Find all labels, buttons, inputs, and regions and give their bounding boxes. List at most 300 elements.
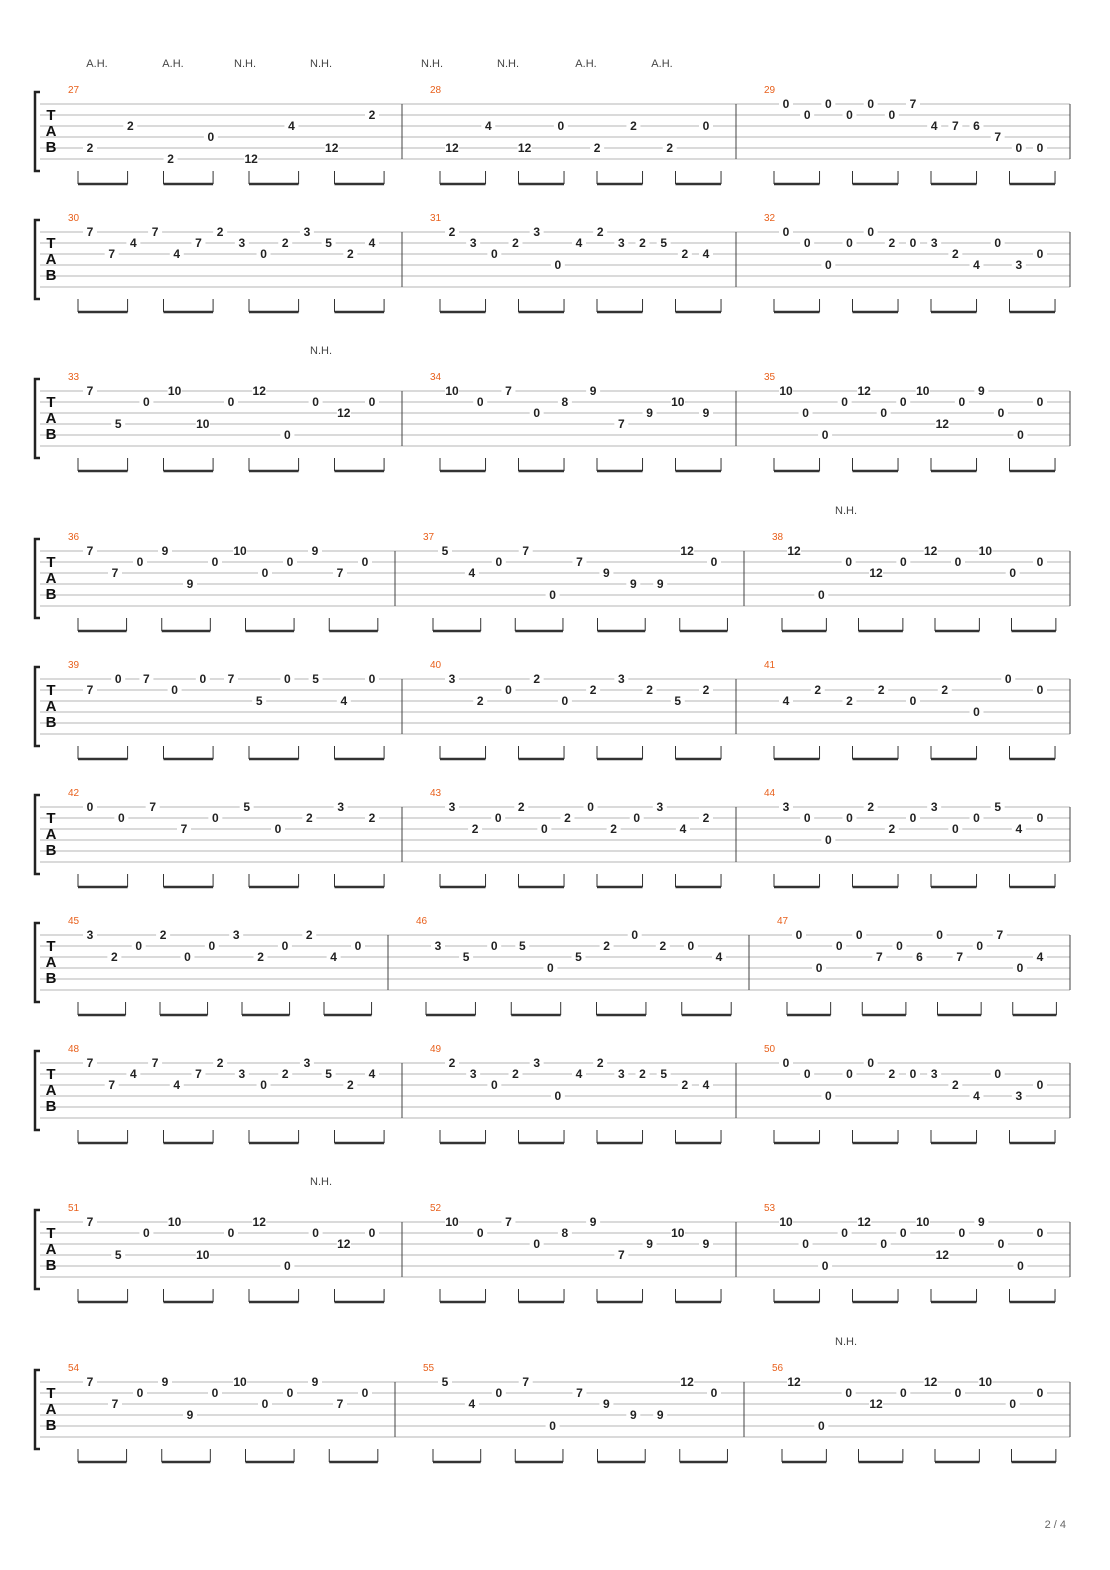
fret-number: 0 xyxy=(143,395,150,409)
tab-clef-letter: B xyxy=(45,1098,57,1115)
fret-number: 3 xyxy=(930,1067,938,1081)
measure-number: 30 xyxy=(68,213,80,224)
fret-number: 2 xyxy=(659,939,667,953)
fret-number: 12 xyxy=(923,1375,938,1389)
system-bracket xyxy=(35,539,40,618)
fret-number: 0 xyxy=(554,258,562,272)
fret-number: 0 xyxy=(880,406,888,420)
fret-number: 7 xyxy=(111,566,119,580)
fret-number: 9 xyxy=(629,1408,637,1422)
measure xyxy=(430,372,721,471)
fret-number: 7 xyxy=(149,800,157,814)
fret-number: 0 xyxy=(281,939,289,953)
fret-number: 0 xyxy=(1036,811,1044,825)
fret-number: 0 xyxy=(633,811,641,825)
fret-number: 9 xyxy=(161,544,169,558)
tab-system xyxy=(35,345,1070,471)
measure xyxy=(68,85,384,184)
measure xyxy=(68,213,384,312)
fret-number: 4 xyxy=(173,247,181,261)
fret-number: 7 xyxy=(956,950,964,964)
fret-number: 2 xyxy=(111,950,118,964)
fret-number: 0 xyxy=(824,258,832,272)
fret-number: 3 xyxy=(238,236,246,250)
fret-number: 4 xyxy=(973,1089,980,1103)
fret-number: 4 xyxy=(715,950,723,964)
fret-number: 2 xyxy=(603,939,610,953)
fret-number: 7 xyxy=(505,1215,512,1229)
fret-number: 12 xyxy=(445,141,459,155)
fret-number: 0 xyxy=(354,939,362,953)
measure-number: 56 xyxy=(772,1363,784,1374)
fret-number: 2 xyxy=(877,683,885,697)
fret-number: 10 xyxy=(916,1215,930,1229)
measure-number: 35 xyxy=(764,372,776,383)
fret-number: 5 xyxy=(114,1248,122,1262)
fret-number: 12 xyxy=(244,152,258,166)
fret-number: 2 xyxy=(814,683,822,697)
fret-number: 7 xyxy=(617,417,625,431)
fret-number: 3 xyxy=(617,672,625,686)
tab-clef-letter: B xyxy=(45,842,57,859)
fret-number: 0 xyxy=(821,428,829,442)
fret-number: 2 xyxy=(888,236,896,250)
measure-number: 45 xyxy=(68,916,80,927)
fret-number: 2 xyxy=(281,1067,289,1081)
measure-number: 37 xyxy=(423,532,435,543)
measure-number: 31 xyxy=(430,213,442,224)
fret-number: 0 xyxy=(227,1226,235,1240)
measure-number: 32 xyxy=(764,213,776,224)
fret-number: 5 xyxy=(441,544,449,558)
tab-clef-letter: T xyxy=(46,107,56,124)
fret-number: 0 xyxy=(368,672,376,686)
harmonic-marking: N.H. xyxy=(310,345,332,357)
fret-number: 7 xyxy=(180,822,188,836)
fret-number: 0 xyxy=(909,694,917,708)
fret-number: 0 xyxy=(631,928,639,942)
fret-number: 0 xyxy=(211,555,219,569)
fret-number: 0 xyxy=(710,555,718,569)
harmonic-marking: N.H. xyxy=(234,58,256,70)
fret-number: 7 xyxy=(522,544,530,558)
page-number: 2 / 4 xyxy=(1044,1519,1066,1531)
fret-number: 0 xyxy=(1009,1397,1017,1411)
fret-number: 0 xyxy=(815,961,823,975)
fret-number: 0 xyxy=(261,1397,269,1411)
fret-number: 0 xyxy=(896,939,903,953)
tab-system xyxy=(35,505,1070,631)
fret-number: 0 xyxy=(846,1067,853,1081)
measure-number: 52 xyxy=(430,1203,442,1214)
fret-number: 12 xyxy=(680,544,694,558)
fret-number: 0 xyxy=(824,833,832,847)
fret-number: 0 xyxy=(1036,555,1044,569)
fret-number: 0 xyxy=(533,406,541,420)
fret-number: 0 xyxy=(117,811,125,825)
measure-number: 38 xyxy=(772,532,784,543)
fret-number: 0 xyxy=(821,1259,829,1273)
fret-number: 0 xyxy=(1016,961,1024,975)
tab-system xyxy=(35,1044,1070,1143)
tab-clef-letter: T xyxy=(46,1225,56,1242)
fret-number: 0 xyxy=(284,672,291,686)
fret-number: 2 xyxy=(368,811,376,825)
fret-number: 7 xyxy=(195,236,202,250)
measure-number: 27 xyxy=(68,85,80,96)
fret-number: 0 xyxy=(135,939,143,953)
measure xyxy=(777,916,1056,1015)
system-bracket xyxy=(35,667,40,746)
fret-number: 5 xyxy=(674,694,682,708)
fret-number: 0 xyxy=(561,694,569,708)
tab-clef-letter: B xyxy=(45,714,57,731)
fret-number: 7 xyxy=(151,1056,159,1070)
fret-number: 0 xyxy=(227,395,235,409)
fret-number: 0 xyxy=(1036,395,1044,409)
harmonic-marking: A.H. xyxy=(575,58,597,70)
fret-number: 0 xyxy=(361,1386,369,1400)
fret-number: 7 xyxy=(909,97,917,111)
system-bracket xyxy=(35,220,40,299)
fret-number: 10 xyxy=(978,1375,993,1389)
fret-number: 5 xyxy=(243,800,251,814)
tab-clef-letter: B xyxy=(45,426,57,443)
tab-clef-letter: A xyxy=(45,570,57,587)
fret-number: 9 xyxy=(161,1375,169,1389)
fret-number: 9 xyxy=(311,544,319,558)
measure-number: 43 xyxy=(430,788,442,799)
measure xyxy=(68,532,378,631)
measure xyxy=(423,532,727,631)
fret-number: 5 xyxy=(325,236,332,250)
fret-number: 4 xyxy=(173,1078,181,1092)
fret-number: 2 xyxy=(596,1056,604,1070)
fret-number: 12 xyxy=(252,1215,266,1229)
fret-number: 0 xyxy=(261,566,269,580)
fret-number: 8 xyxy=(561,395,569,409)
fret-number: 3 xyxy=(617,236,625,250)
fret-number: 3 xyxy=(930,800,938,814)
fret-number: 3 xyxy=(930,236,938,250)
fret-number: 7 xyxy=(336,1397,344,1411)
tab-clef-letter: T xyxy=(46,810,56,827)
measure xyxy=(764,213,1055,312)
fret-number: 7 xyxy=(951,119,959,133)
fret-number: 0 xyxy=(888,108,896,122)
fret-number: 0 xyxy=(1015,141,1023,155)
measure-number: 33 xyxy=(68,372,80,383)
fret-number: 6 xyxy=(916,950,923,964)
fret-number: 2 xyxy=(589,683,597,697)
fret-number: 9 xyxy=(702,406,710,420)
fret-number: 0 xyxy=(817,1419,825,1433)
tab-clef-letter: B xyxy=(45,139,57,156)
measure xyxy=(430,1044,721,1143)
tab-clef-letter: A xyxy=(45,1082,57,1099)
measure xyxy=(764,660,1055,759)
fret-number: 0 xyxy=(824,97,832,111)
fret-number: 2 xyxy=(305,928,313,942)
fret-number: 7 xyxy=(86,1215,94,1229)
fret-number: 2 xyxy=(216,225,224,239)
fret-number: 0 xyxy=(835,939,843,953)
measure-number: 48 xyxy=(68,1044,80,1055)
fret-number: 2 xyxy=(86,141,94,155)
fret-number: 10 xyxy=(779,1215,793,1229)
fret-number: 2 xyxy=(951,247,959,261)
fret-number: 0 xyxy=(1036,683,1044,697)
fret-number: 0 xyxy=(368,1226,376,1240)
measure-number: 42 xyxy=(68,788,80,799)
fret-number: 0 xyxy=(490,1078,498,1092)
fret-number: 0 xyxy=(845,555,853,569)
fret-number: 5 xyxy=(575,950,582,964)
fret-number: 9 xyxy=(978,384,985,398)
fret-number: 0 xyxy=(855,928,863,942)
measure xyxy=(423,1363,727,1462)
tab-system xyxy=(35,1336,1070,1462)
fret-number: 7 xyxy=(576,555,583,569)
measure-number: 39 xyxy=(68,660,80,671)
fret-number: 2 xyxy=(476,694,484,708)
fret-number: 10 xyxy=(916,384,930,398)
harmonic-marking: A.H. xyxy=(162,58,184,70)
fret-number: 0 xyxy=(495,555,503,569)
fret-number: 0 xyxy=(274,822,282,836)
fret-number: 2 xyxy=(941,683,949,697)
fret-number: 9 xyxy=(978,1215,985,1229)
measure xyxy=(430,788,721,887)
fret-number: 0 xyxy=(1004,672,1012,686)
tab-clef-letter: B xyxy=(45,1417,57,1434)
fret-number: 12 xyxy=(787,544,801,558)
fret-number: 7 xyxy=(111,1397,119,1411)
fret-number: 0 xyxy=(899,1226,907,1240)
fret-number: 2 xyxy=(512,1067,519,1081)
fret-number: 0 xyxy=(208,939,216,953)
fret-number: 0 xyxy=(909,1067,917,1081)
fret-number: 3 xyxy=(448,672,456,686)
fret-number: 0 xyxy=(997,1237,1005,1251)
fret-number: 9 xyxy=(589,1215,597,1229)
fret-number: 0 xyxy=(476,395,484,409)
fret-number: 0 xyxy=(286,1386,294,1400)
fret-number: 0 xyxy=(284,428,291,442)
fret-number: 5 xyxy=(441,1375,449,1389)
fret-number: 10 xyxy=(167,384,182,398)
measure-number: 34 xyxy=(430,372,442,383)
fret-number: 0 xyxy=(171,683,178,697)
fret-number: 9 xyxy=(603,1397,610,1411)
fret-number: 2 xyxy=(888,1067,896,1081)
measure xyxy=(764,372,1055,471)
tab-clef-letter: T xyxy=(46,1385,56,1402)
harmonic-marking: N.H. xyxy=(835,505,857,517)
fret-number: 2 xyxy=(593,141,601,155)
measure xyxy=(68,916,372,1015)
measure-number: 44 xyxy=(764,788,776,799)
fret-number: 0 xyxy=(312,395,319,409)
fret-number: 3 xyxy=(617,1067,625,1081)
harmonic-marking: N.H. xyxy=(310,58,332,70)
fret-number: 0 xyxy=(782,97,790,111)
fret-number: 0 xyxy=(361,555,369,569)
fret-number: 7 xyxy=(505,384,512,398)
measure-number: 55 xyxy=(423,1363,435,1374)
fret-number: 0 xyxy=(549,588,556,602)
fret-number: 2 xyxy=(305,811,313,825)
fret-number: 0 xyxy=(587,800,594,814)
fret-number: 0 xyxy=(958,1226,966,1240)
fret-number: 4 xyxy=(930,119,938,133)
tab-clef-letter: A xyxy=(45,1241,57,1258)
fret-number: 3 xyxy=(533,1056,541,1070)
fret-number: 2 xyxy=(512,236,519,250)
measure-number: 53 xyxy=(764,1203,776,1214)
measure xyxy=(68,372,384,471)
fret-number: 0 xyxy=(997,406,1005,420)
measure xyxy=(68,1203,384,1302)
harmonic-marking: A.H. xyxy=(86,58,108,70)
fret-number: 0 xyxy=(184,950,191,964)
fret-number: 12 xyxy=(252,384,266,398)
fret-number: 0 xyxy=(803,108,811,122)
fret-number: 0 xyxy=(541,822,548,836)
fret-number: 0 xyxy=(207,130,215,144)
fret-number: 0 xyxy=(495,1386,503,1400)
measure xyxy=(772,1363,1056,1462)
fret-number: 0 xyxy=(909,236,917,250)
measure xyxy=(430,213,721,312)
fret-number: 0 xyxy=(846,811,853,825)
measure-number: 51 xyxy=(68,1203,80,1214)
fret-number: 0 xyxy=(1036,1386,1044,1400)
fret-number: 0 xyxy=(312,1226,319,1240)
tab-clef-letter: A xyxy=(45,698,57,715)
fret-number: 0 xyxy=(803,1067,811,1081)
fret-number: 0 xyxy=(86,800,94,814)
measure-number: 40 xyxy=(430,660,442,671)
fret-number: 10 xyxy=(978,544,993,558)
harmonic-marking: N.H. xyxy=(497,58,519,70)
fret-number: 3 xyxy=(469,1067,477,1081)
tab-clef-letter: T xyxy=(46,394,56,411)
tab-system xyxy=(35,916,1070,1015)
measure xyxy=(416,916,731,1015)
fret-number: 9 xyxy=(629,577,637,591)
fret-number: 0 xyxy=(286,555,294,569)
fret-number: 10 xyxy=(779,384,793,398)
fret-number: 2 xyxy=(630,119,637,133)
fret-number: 5 xyxy=(660,1067,668,1081)
fret-number: 2 xyxy=(639,1067,646,1081)
fret-number: 2 xyxy=(533,672,541,686)
fret-number: 0 xyxy=(845,1386,853,1400)
fret-number: 0 xyxy=(867,1056,875,1070)
fret-number: 7 xyxy=(996,928,1004,942)
fret-number: 10 xyxy=(445,384,459,398)
fret-number: 12 xyxy=(869,1397,883,1411)
fret-number: 7 xyxy=(336,566,344,580)
fret-number: 7 xyxy=(86,384,94,398)
fret-number: 2 xyxy=(888,822,896,836)
fret-number: 0 xyxy=(802,1237,809,1251)
fret-number: 3 xyxy=(1015,1089,1023,1103)
fret-number: 4 xyxy=(1015,822,1023,836)
fret-number: 0 xyxy=(557,119,565,133)
fret-number: 10 xyxy=(233,1375,247,1389)
fret-number: 4 xyxy=(575,236,583,250)
fret-number: 5 xyxy=(462,950,470,964)
fret-number: 2 xyxy=(681,247,689,261)
fret-number: 0 xyxy=(710,1386,718,1400)
tab-clef-letter: A xyxy=(45,123,57,140)
tab-clef-letter: A xyxy=(45,251,57,268)
fret-number: 10 xyxy=(196,1248,210,1262)
fret-number: 0 xyxy=(554,1089,562,1103)
fret-number: 2 xyxy=(126,119,134,133)
fret-number: 2 xyxy=(596,225,604,239)
tab-system xyxy=(35,788,1070,887)
fret-number: 0 xyxy=(954,1386,962,1400)
fret-number: 10 xyxy=(671,395,685,409)
fret-number: 4 xyxy=(130,236,137,250)
fret-number: 0 xyxy=(803,811,811,825)
tab-clef-letter: B xyxy=(45,586,57,603)
measure xyxy=(764,1044,1055,1143)
fret-number: 2 xyxy=(517,800,525,814)
measure xyxy=(430,660,721,759)
system-bracket xyxy=(35,795,40,874)
fret-number: 5 xyxy=(312,672,319,686)
fret-number: 3 xyxy=(232,928,240,942)
fret-number: 2 xyxy=(951,1078,959,1092)
fret-number: 0 xyxy=(368,395,376,409)
fret-number: 12 xyxy=(935,1248,949,1262)
fret-number: 7 xyxy=(143,672,150,686)
fret-number: 2 xyxy=(281,236,289,250)
fret-number: 9 xyxy=(702,1237,710,1251)
fret-number: 7 xyxy=(86,544,94,558)
fret-number: 3 xyxy=(303,225,311,239)
fret-number: 4 xyxy=(702,1078,710,1092)
measure xyxy=(772,532,1056,631)
fret-number: 0 xyxy=(476,1226,484,1240)
measure xyxy=(430,85,721,184)
fret-number: 10 xyxy=(167,1215,182,1229)
system-bracket xyxy=(35,1370,40,1449)
fret-number: 4 xyxy=(288,119,295,133)
measure-number: 54 xyxy=(68,1363,80,1374)
fret-number: 2 xyxy=(368,108,376,122)
fret-number: 4 xyxy=(575,1067,583,1081)
system-bracket xyxy=(35,1210,40,1289)
fret-number: 9 xyxy=(603,566,610,580)
fret-number: 4 xyxy=(330,950,337,964)
fret-number: 9 xyxy=(311,1375,319,1389)
fret-number: 4 xyxy=(973,258,980,272)
fret-number: 0 xyxy=(533,1237,541,1251)
fret-number: 0 xyxy=(841,1226,848,1240)
measure-number: 29 xyxy=(764,85,776,96)
fret-number: 0 xyxy=(846,236,853,250)
fret-number: 0 xyxy=(994,236,1002,250)
fret-number: 3 xyxy=(337,800,345,814)
fret-number: 3 xyxy=(782,800,790,814)
fret-number: 12 xyxy=(680,1375,694,1389)
fret-number: 0 xyxy=(284,1259,291,1273)
